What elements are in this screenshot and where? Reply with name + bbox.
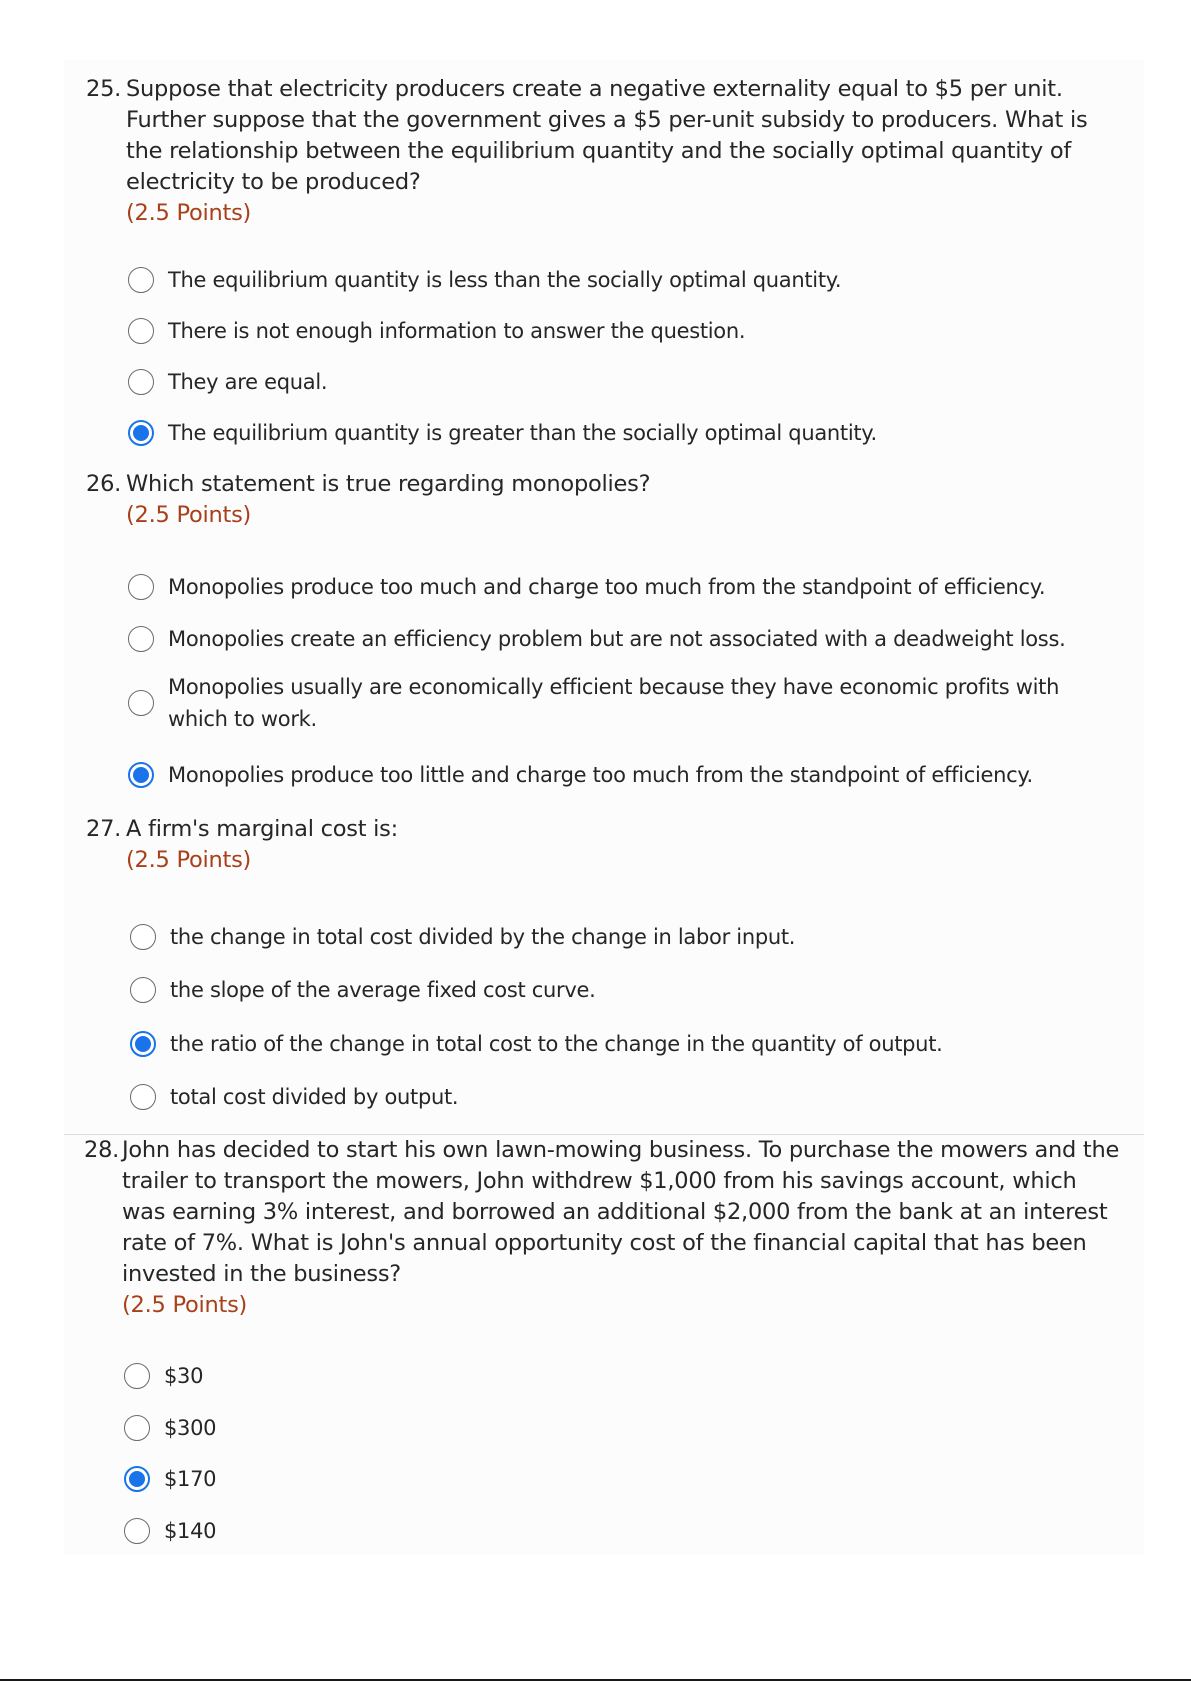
radio-button[interactable] — [124, 1415, 150, 1441]
question-points: (2.5 Points) — [122, 1292, 248, 1318]
answer-option[interactable] — [128, 571, 1045, 603]
radio-button[interactable] — [124, 1518, 150, 1544]
radio-button-selected[interactable] — [124, 1466, 150, 1492]
page-bottom-border — [0, 1679, 1191, 1681]
answer-option[interactable] — [128, 366, 327, 398]
radio-button[interactable] — [128, 626, 154, 652]
radio-button[interactable] — [128, 574, 154, 600]
answer-option[interactable] — [130, 921, 795, 953]
answer-option[interactable] — [130, 1081, 458, 1113]
answer-option[interactable] — [128, 264, 841, 296]
option-label[interactable]: The equilibrium quantity is less than the socially optimal quantity. — [168, 268, 842, 292]
question-number: 25. — [86, 76, 122, 102]
radio-button-selected[interactable] — [128, 762, 154, 788]
question-points: (2.5 Points) — [126, 502, 252, 528]
question-25-header — [86, 74, 1126, 229]
answer-option[interactable] — [124, 1412, 216, 1444]
question-26-header — [86, 469, 1126, 531]
option-label[interactable]: Monopolies produce too little and charge too much from the standpoint of efficiency. — [168, 763, 1033, 787]
option-label[interactable]: the slope of the average fixed cost curve. — [170, 978, 596, 1002]
option-label[interactable]: total cost divided by output. — [170, 1085, 459, 1109]
question-text: A firm's marginal cost is: — [126, 816, 398, 842]
radio-button[interactable] — [128, 369, 154, 395]
option-label[interactable]: $170 — [164, 1467, 217, 1491]
answer-option[interactable] — [124, 1360, 203, 1392]
option-label[interactable]: Monopolies produce too much and charge too much from the standpoint of efficiency. — [168, 575, 1046, 599]
question-points: (2.5 Points) — [126, 847, 252, 873]
question-28 — [64, 1135, 1144, 1555]
answer-option-selected[interactable] — [124, 1463, 216, 1495]
answer-option-selected[interactable] — [128, 417, 877, 449]
radio-button[interactable] — [130, 977, 156, 1003]
question-28-header — [84, 1135, 1124, 1321]
option-label[interactable]: $140 — [164, 1519, 217, 1543]
answer-option[interactable] — [128, 623, 1065, 655]
radio-button[interactable] — [128, 267, 154, 293]
radio-button[interactable] — [128, 318, 154, 344]
question-number: 27. — [86, 816, 122, 842]
option-label[interactable]: $300 — [164, 1416, 217, 1440]
radio-button[interactable] — [128, 690, 154, 716]
question-26 — [64, 460, 1144, 810]
question-number: 26. — [86, 471, 122, 497]
question-25 — [64, 60, 1144, 460]
option-label[interactable]: the change in total cost divided by the change in labor input. — [170, 925, 796, 949]
question-27 — [64, 810, 1144, 1134]
radio-button-selected[interactable] — [130, 1031, 156, 1057]
answer-option-selected[interactable] — [130, 1028, 943, 1060]
radio-button[interactable] — [130, 924, 156, 950]
radio-button-selected[interactable] — [128, 420, 154, 446]
radio-button[interactable] — [130, 1084, 156, 1110]
option-label[interactable]: $30 — [164, 1364, 204, 1388]
option-label[interactable]: The equilibrium quantity is greater than the socially optimal quantity. — [168, 421, 877, 445]
answer-option[interactable] — [128, 315, 745, 347]
option-label[interactable]: There is not enough information to answer the question. — [168, 319, 746, 343]
question-number: 28. — [84, 1137, 120, 1163]
question-27-header — [86, 814, 1126, 876]
question-text: Which statement is true regarding monopolies? — [126, 471, 651, 497]
option-label[interactable]: the ratio of the change in total cost to the change in the quantity of output. — [170, 1032, 943, 1056]
question-text: John has decided to start his own lawn-mowing business. To purchase the mowers and the trailer to transport the mowers, John withdrew $1,000 from his savings account, which was earning 3% interest, and borrowed an additional $2,000 from the bank at an interest rate of 7%. What is John's annual opportunity cost of the financial capital that has been invested in the business? — [122, 1137, 1120, 1287]
option-label[interactable]: They are equal. — [168, 370, 328, 394]
answer-option[interactable] — [124, 1515, 216, 1547]
radio-button[interactable] — [124, 1363, 150, 1389]
option-label[interactable]: Monopolies usually are economically efficient because they have economic profits with which to work. — [168, 675, 1060, 731]
answer-option-selected[interactable] — [128, 759, 1033, 791]
option-label[interactable]: Monopolies create an efficiency problem but are not associated with a deadweight loss. — [168, 627, 1066, 651]
answer-option[interactable] — [128, 671, 1128, 735]
answer-option[interactable] — [130, 974, 595, 1006]
question-points: (2.5 Points) — [126, 200, 252, 226]
question-text: Suppose that electricity producers create a negative externality equal to $5 per unit. Further suppose that the government gives a $5 per-unit subsidy to producers. What is the relationship between the equilibrium quantity and the socially optimal quantity of electricity to be produced? — [126, 76, 1088, 195]
